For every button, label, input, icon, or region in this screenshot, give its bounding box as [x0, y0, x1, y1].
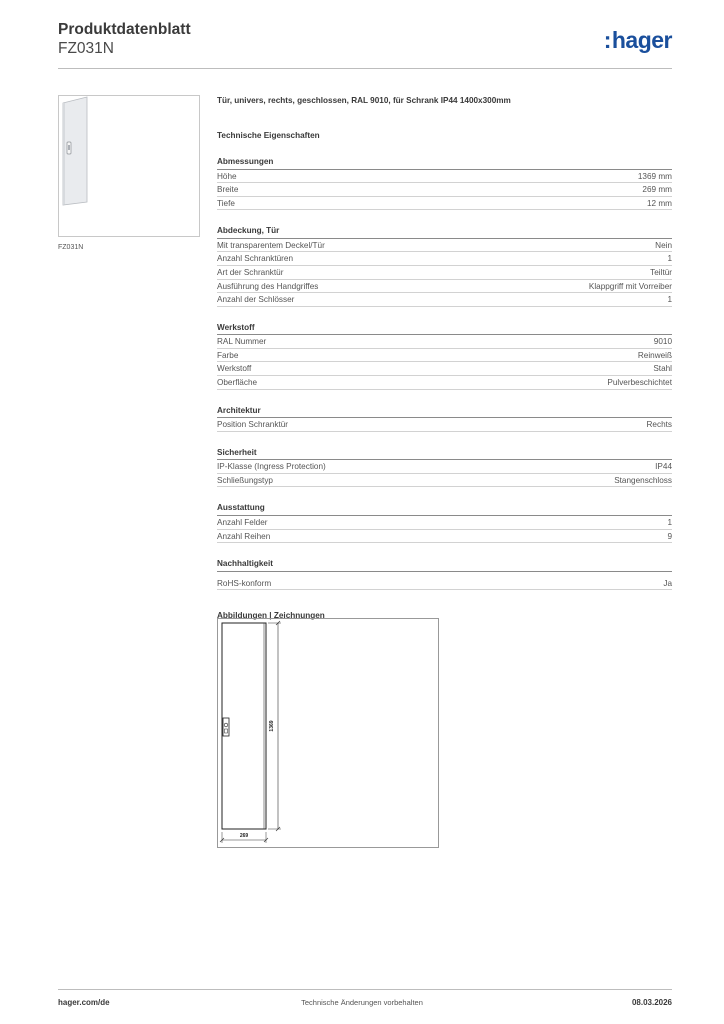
- header-divider: [58, 68, 672, 69]
- spec-value: 269 mm: [642, 185, 672, 195]
- spec-section: [217, 559, 672, 590]
- door-drawing: [218, 619, 438, 847]
- section-title: Abmessungen: [217, 157, 672, 170]
- spec-row: [217, 362, 672, 376]
- specifications: [217, 96, 672, 621]
- spec-row: [217, 516, 672, 530]
- spec-row: [217, 170, 672, 184]
- spec-value: Klappgriff mit Vorreiber: [588, 281, 672, 291]
- spec-label: Ausführung des Handgriffes: [217, 281, 319, 291]
- spec-value: Stahl: [653, 364, 672, 374]
- spec-value: 1: [667, 254, 672, 264]
- spec-row: [217, 349, 672, 363]
- spec-label: Schließungstyp: [217, 475, 273, 485]
- spec-section: [217, 157, 672, 210]
- tech-properties-heading: Technische Eigenschaften: [217, 131, 320, 140]
- spec-section: [217, 448, 672, 488]
- spec-value: Pulverbeschichtet: [607, 378, 672, 388]
- brand-logo: [604, 27, 672, 54]
- spec-value: Ja: [663, 578, 672, 588]
- spec-row: [217, 577, 672, 591]
- spec-row: [217, 376, 672, 390]
- spec-value: Reinweiß: [637, 350, 672, 360]
- section-title: Werkstoff: [217, 323, 672, 336]
- spec-section: [217, 503, 672, 543]
- section-title: Ausstattung: [217, 503, 672, 516]
- spec-row: [217, 197, 672, 211]
- technical-drawing: [217, 618, 439, 848]
- spec-label: Anzahl Schranktüren: [217, 254, 294, 264]
- spec-row: [217, 418, 672, 432]
- spec-section: [217, 323, 672, 390]
- spec-row: [217, 252, 672, 266]
- spec-label: Position Schranktür: [217, 420, 288, 430]
- spec-section: [217, 226, 672, 306]
- footer-date: 08.03.2026: [631, 998, 672, 1007]
- spec-label: Oberfläche: [217, 378, 258, 388]
- spec-row: [217, 335, 672, 349]
- spec-label: RAL Nummer: [217, 337, 267, 347]
- spec-section: [217, 406, 672, 432]
- spec-row: [217, 460, 672, 474]
- door-icon: [59, 96, 199, 236]
- spec-label: Farbe: [217, 350, 239, 360]
- spec-value: 1: [667, 295, 672, 305]
- spec-label: Breite: [217, 185, 239, 195]
- product-description: Tür, univers, rechts, geschlossen, RAL 9010, für Schrank IP44 1400x300mm: [217, 96, 511, 105]
- spec-label: Art der Schranktür: [217, 267, 284, 277]
- spec-label: Anzahl Reihen: [217, 531, 271, 541]
- spec-row: [217, 239, 672, 253]
- spec-value: 9: [667, 531, 672, 541]
- section-title: Nachhaltigkeit: [217, 559, 672, 572]
- spec-label: Werkstoff: [217, 364, 252, 374]
- footer-divider: [58, 989, 672, 990]
- spec-value: Teiltür: [650, 267, 672, 277]
- spec-label: Anzahl der Schlösser: [217, 295, 295, 305]
- spec-label: Höhe: [217, 171, 237, 181]
- dim-height-label: 1369: [269, 720, 275, 732]
- spec-value: 1: [667, 517, 672, 527]
- spec-row: [217, 183, 672, 197]
- spec-value: Rechts: [646, 420, 672, 430]
- spec-label: Mit transparentem Deckel/Tür: [217, 240, 325, 250]
- spec-value: Stangenschloss: [614, 475, 672, 485]
- section-title: Sicherheit: [217, 448, 672, 461]
- dim-width-label: 269: [239, 833, 249, 839]
- section-title: Abdeckung, Tür: [217, 226, 672, 239]
- footer-website: hager.com/de: [58, 998, 110, 1007]
- spec-sections: [217, 157, 672, 590]
- spec-row: [217, 280, 672, 294]
- article-number: FZ031N: [58, 40, 114, 57]
- page-title: Produktdatenblatt: [58, 21, 191, 38]
- drawings-heading: Abbildungen | Zeichnungen: [217, 611, 325, 621]
- spec-label: RoHS-konform: [217, 578, 272, 588]
- logo-text: hager: [611, 27, 672, 53]
- spec-row: [217, 266, 672, 280]
- spec-row: [217, 293, 672, 307]
- spec-value: 9010: [653, 337, 672, 347]
- spec-label: IP-Klasse (Ingress Protection): [217, 462, 326, 472]
- spec-label: Anzahl Felder: [217, 517, 268, 527]
- footer-note: Technische Änderungen vorbehalten: [301, 998, 423, 1007]
- image-caption: FZ031N: [58, 244, 84, 251]
- spec-value: IP44: [655, 462, 672, 472]
- spec-label: Tiefe: [217, 198, 235, 208]
- spec-value: 1369 mm: [637, 171, 672, 181]
- spec-row: [217, 530, 672, 544]
- spec-value: Nein: [655, 240, 672, 250]
- spec-value: 12 mm: [646, 198, 672, 208]
- spec-row: [217, 474, 672, 488]
- section-title: Architektur: [217, 406, 672, 419]
- logo-dots-icon: :: [603, 27, 611, 53]
- product-image: [58, 95, 200, 237]
